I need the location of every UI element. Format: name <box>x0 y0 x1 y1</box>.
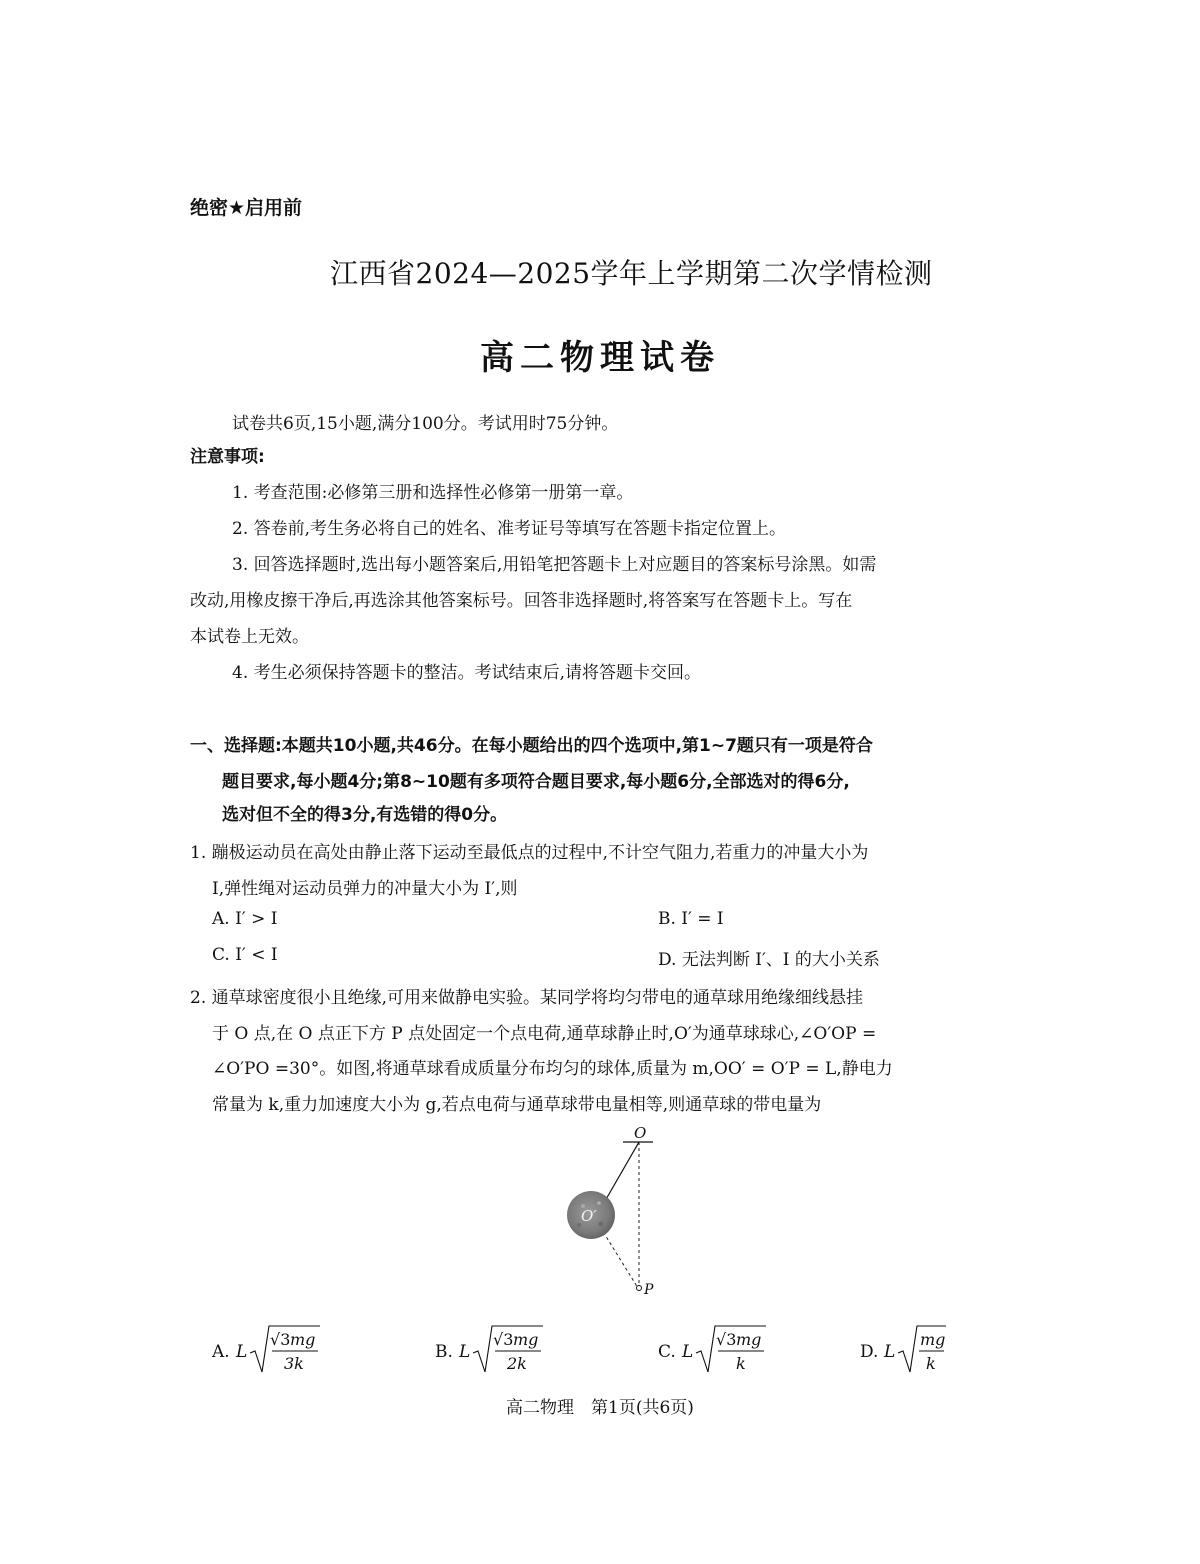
sqrt-three: √3 <box>270 1330 291 1349</box>
label-o-prime: O′ <box>581 1207 597 1225</box>
subject-title: 高二物理试卷 <box>480 338 720 378</box>
question-1-option-c: C. I′ < I <box>212 945 278 965</box>
sqrt-three: √3 <box>493 1330 514 1349</box>
notice-item-4: 4. 考生必须保持答题卡的整洁。考试结束后,请将答题卡交回。 <box>232 663 702 683</box>
fraction-denominator: 2k <box>507 1354 527 1373</box>
fraction-numerator: mg <box>290 1330 316 1349</box>
pith-ball-figure <box>545 1120 685 1305</box>
fraction-numerator: mg <box>736 1330 762 1349</box>
fraction-denominator: 3k <box>284 1354 304 1373</box>
notice-item-2: 2. 答卷前,考生务必将自己的姓名、准考证号等填写在答题卡指定位置上。 <box>232 519 787 539</box>
question-1-option-a: A. I′ > I <box>212 909 278 929</box>
label-o: O <box>634 1124 647 1142</box>
notice-item-1: 1. 考查范围:必修第三册和选择性必修第一册第一章。 <box>232 483 634 503</box>
question-1-option-d: D. 无法判断 I′、I 的大小关系 <box>658 950 880 970</box>
question-2-stem-line-3: ∠O′PO =30°。如图,将通草球看成质量分布均匀的球体,质量为 m,OO′ = O′P = L,静电力 <box>212 1059 893 1079</box>
label-p: P <box>644 1282 654 1298</box>
option-prefix: L <box>459 1342 471 1362</box>
question-2-stem-line-4: 常量为 k,重力加速度大小为 g,若点电荷与通草球带电量相等,则通草球的带电量为 <box>212 1095 822 1115</box>
option-letter: C. <box>658 1342 676 1362</box>
fraction-denominator: k <box>926 1354 936 1373</box>
notice-item-3-line-1: 3. 回答选择题时,选出每小题答案后,用铅笔把答题卡上对应题目的答案标号涂黑。如需 <box>232 555 877 575</box>
question-2-option-b <box>435 1320 575 1380</box>
question-2-stem-line-1: 2. 通草球密度很小且绝缘,可用来做静电实验。某同学将均匀带电的通草球用绝缘细线悬挂 <box>190 988 864 1008</box>
option-letter: D. <box>860 1342 879 1362</box>
exam-title: 江西省2024—2025学年上学期第二次学情检测 <box>330 257 933 290</box>
question-1-stem-line-2: I,弹性绳对运动员弹力的冲量大小为 I′,则 <box>212 879 518 899</box>
section-heading-line-3: 选对但不全的得3分,有选错的得0分。 <box>222 805 508 825</box>
option-prefix: L <box>682 1342 694 1362</box>
fraction-numerator: mg <box>920 1330 946 1349</box>
exam-meta: 试卷共6页,15小题,满分100分。考试用时75分钟。 <box>232 414 619 434</box>
point-charge-p <box>637 1286 642 1291</box>
sqrt-three: √3 <box>716 1330 737 1349</box>
fraction-denominator: k <box>736 1354 746 1373</box>
question-2-stem-line-2: 于 O 点,在 O 点正下方 P 点处固定一个点电荷,通草球静止时,O′为通草球球心,∠O′OP = <box>212 1024 877 1044</box>
notice-heading: 注意事项: <box>190 447 265 467</box>
section-heading-line-2: 题目要求,每小题4分;第8~10题有多项符合题目要求,每小题6分,全部选对的得6分, <box>222 772 850 792</box>
option-letter: B. <box>435 1342 453 1362</box>
notice-item-3-line-2: 改动,用橡皮擦干净后,再选涂其他答案标号。回答非选择题时,将答案写在答题卡上。写在 <box>190 591 853 611</box>
question-2-option-c <box>658 1320 798 1380</box>
question-2-option-a <box>212 1320 352 1380</box>
option-prefix: L <box>236 1342 248 1362</box>
fraction-numerator: mg <box>513 1330 539 1349</box>
secret-label: 绝密★启用前 <box>190 197 303 219</box>
question-1-stem-line-1: 1. 蹦极运动员在高处由静止落下运动至最低点的过程中,不计空气阻力,若重力的冲量大小为 <box>190 843 869 863</box>
question-1-option-b: B. I′ = I <box>658 909 724 929</box>
page-footer: 高二物理 第1页(共6页) <box>506 1398 694 1418</box>
option-letter: A. <box>212 1342 230 1362</box>
notice-item-3-line-3: 本试卷上无效。 <box>190 627 309 647</box>
option-prefix: L <box>884 1342 896 1362</box>
question-2-option-d <box>860 1320 980 1380</box>
section-heading-line-1: 一、选择题:本题共10小题,共46分。在每小题给出的四个选项中,第1~7题只有一项是符合 <box>190 736 873 756</box>
